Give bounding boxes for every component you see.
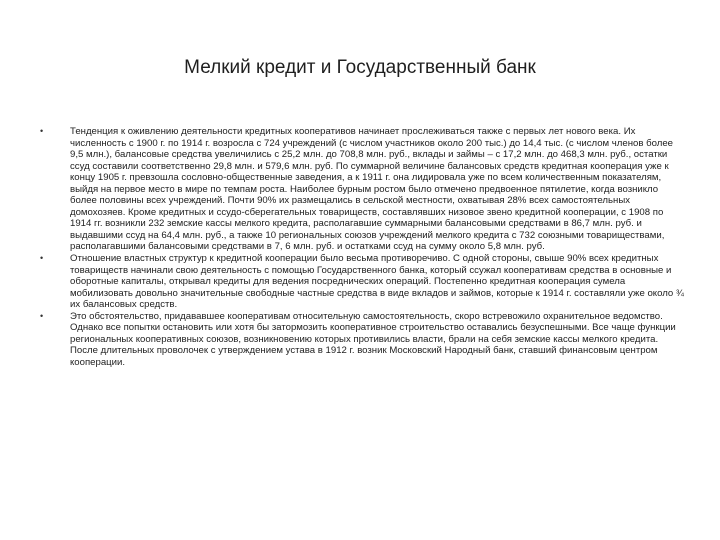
bullet-dot-icon: • bbox=[40, 253, 44, 264]
bullet-item-1 bbox=[40, 126, 686, 253]
bullet-list bbox=[40, 126, 686, 368]
bullet-item-3 bbox=[40, 311, 686, 369]
bullet-text-2: Отношение властных структур к кредитной кооперации было весьма противоречиво. С одной стороны, свыше 90% всех кредитных товариществ начинали свою деятельность с помощью Государственного банка, который ссужал кооперативам средства в основные и оборотные капиталы, открывал кредиты для ведения посреднических операций. Постепенно кредитная кооперация сумела мобилизовать довольно значительные свободные частные средства в виде вкладов и займов, которые к 1914 г. составляли уже около ¾ их балансовых средств. bbox=[70, 253, 684, 311]
slide-title: Мелкий кредит и Государственный банк bbox=[184, 57, 536, 78]
bullet-text-3: Это обстоятельство, придававшее кооперативам относительную самостоятельность, скоро встревожило охранительное ведомство. Однако все попытки остановить или хотя бы затормозить кооперативное строительство оставались безуспешными. Все чаще функции региональных кооперативных союзов, возникновению которых противились власти, брали на себя земские кассы мелкого кредита. После длительных проволочек с утверждением устава в 1912 г. возник Московский Народный банк, ставший финансовым центром кооперации. bbox=[70, 310, 676, 368]
bullet-text-1: Тенденция к оживлению деятельности кредитных кооперативов начинает прослеживаться также с первых лет нового века. Их численность с 1900 г. по 1914 г. возросла с 724 учреждений (с числом участников около 200 тыс.) до 14,4 тыс. (с числом членов более 9,5 млн.), балансовые средства увеличились с 25,2 млн. до 708,8 млн. руб., вклады и займы – с 17,2 млн. до 468,3 млн. руб., остатки ссуд составили соответственно 29,8 млн. и 579,6 млн. руб. По суммарной величине балансовых средств кредитная кооперация уже к концу 1905 г. превзошла сословно-общественные заведения, а к 1911 г. она лидировала уже по всем количественным показателям, выйдя на первое место в мире по темпам роста. Наиболее бурным ростом было отмечено предвоенное пятилетие, когда возникло более половины всех учреждений. Почти 90% их размещались в сельской местности, охватывая 28% всех самостоятельных домохозяев. Кроме кредитных и ссудо-сберегательных товариществ, составлявших низовое звено кредитной кооперации, с 1908 по 1914 гг. возникли 232 земские кассы мелкого кредита, располагавшие суммарными балансовыми средствами в 86,7 млн. руб. и выдавшими ссуд на 64,4 млн. руб., а также 10 региональных союзов учреждений мелкого кредита с 732 союзными товариществами, располагавшими балансовыми средствами в 7, 6 млн. руб. и остатками ссуд на сумму около 5,8 млн. руб. bbox=[70, 126, 674, 253]
bullet-item-2 bbox=[40, 253, 686, 311]
bullet-dot-icon: • bbox=[40, 310, 44, 321]
bullet-dot-icon: • bbox=[40, 126, 44, 136]
